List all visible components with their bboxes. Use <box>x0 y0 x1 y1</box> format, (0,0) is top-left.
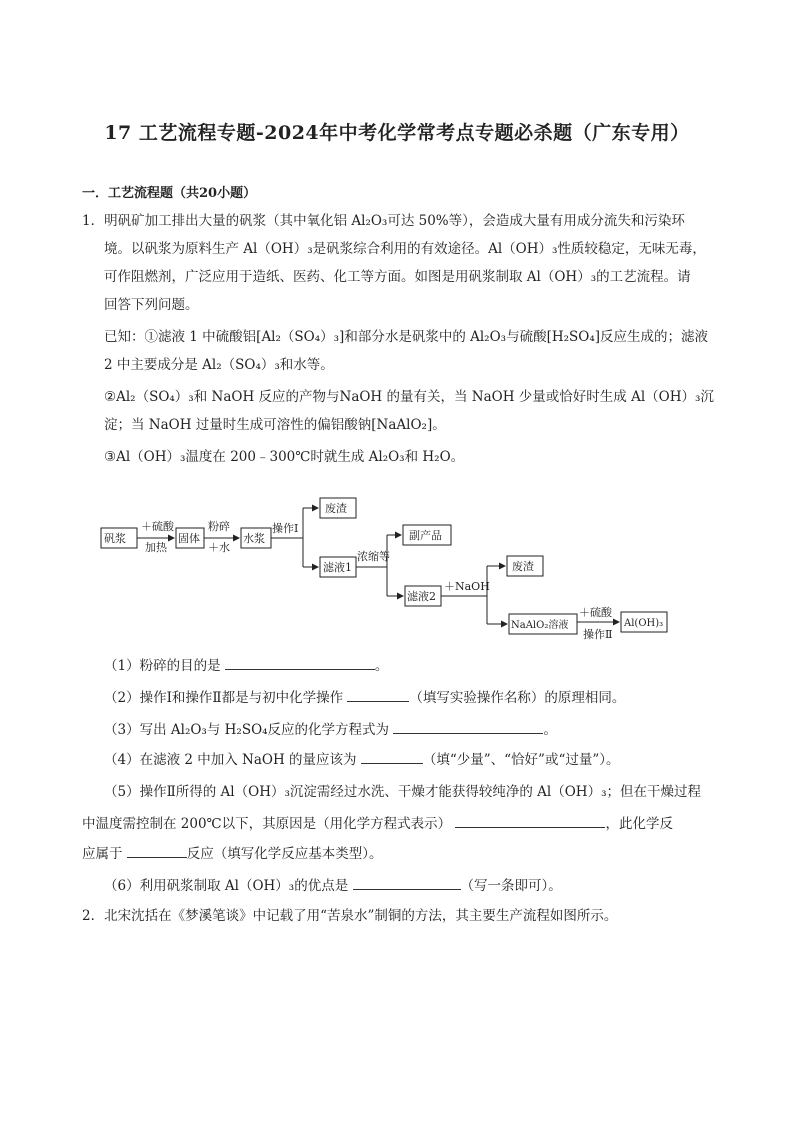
answer-blank-1[interactable] <box>225 655 375 670</box>
q1-line-3: 可作阻燃剂，广泛应用于造纸、医药、化工等方面。如图是用矾浆制取 Al（OH）₃的工艺流程。请 <box>104 269 691 285</box>
process-flow-diagram <box>95 490 675 645</box>
q1-line-2: 境。以矾浆为原料生产 Al（OH）₃是矾浆综合利用的有效途径。Al（OH）₃性质较稳定，无味无毒， <box>104 241 706 257</box>
answer-blank-5b[interactable] <box>127 843 187 858</box>
sub-question-5a <box>104 778 701 806</box>
sq4-text: （4）在滤液 2 中加入 NaOH 的量应该为 <box>104 752 361 768</box>
label-fuchanpin: 副产品 <box>409 529 442 542</box>
known-1b: 2 中主要成分是 Al₂（SO₄）₃和水等。 <box>104 357 334 373</box>
label-add-naoh: ＋NaOH <box>444 580 490 593</box>
known-2a: ②Al₂（SO₄）₃和 NaOH 反应的产物与NaOH 的量有关，当 NaOH 少量或恰好时生成 Al（OH）₃沉 <box>104 389 714 405</box>
answer-blank-6[interactable] <box>353 875 461 890</box>
label-fanjiang: 矾浆 <box>104 532 126 545</box>
sq5a-text: （5）操作Ⅱ所得的 Al（OH）₃沉淀需经过水洗、干燥才能获得较纯净的 Al（OH）₃；但在干燥过程 <box>104 784 701 800</box>
label-lvye-2: 滤液2 <box>407 590 436 603</box>
label-add-h2so4-2: ＋硫酸 <box>579 606 612 619</box>
label-aloh3: Al(OH)₃ <box>624 618 664 629</box>
sub-question-4 <box>104 746 620 774</box>
label-op1: 操作Ⅰ <box>272 522 299 535</box>
sq5c-end: 反应（填写化学反应基本类型）。 <box>186 846 383 862</box>
sq4-end: （填“少量”、“恰好”或“过量”）。 <box>422 752 620 768</box>
label-nongsuo: 浓缩等 <box>357 550 390 563</box>
q1-line-1: 1．明矾矿加工排出大量的矾浆（其中氧化铝 Al₂O₃可达 50%等），会造成大量有用成分流失和污染环 <box>82 213 685 229</box>
answer-blank-3[interactable] <box>393 719 543 734</box>
sub-question-2 <box>104 684 625 712</box>
label-op2: 操作Ⅱ <box>583 628 613 641</box>
question-1-text <box>82 207 722 471</box>
answer-blank-5a[interactable] <box>455 813 605 828</box>
known-2b: 淀；当 NaOH 过量时生成可溶性的偏铝酸钠[NaAlO₂]。 <box>104 417 446 433</box>
sub-question-5b <box>82 810 673 838</box>
label-shuijiang: 水浆 <box>243 532 265 545</box>
sq6-text: （6）利用矾浆制取 Al（OH）₃的优点是 <box>104 878 353 894</box>
label-heat: 加热 <box>145 541 167 554</box>
sq5b-end: ，此化学反 <box>605 816 673 832</box>
known-3: ③Al（OH）₃温度在 200﹣300℃时就生成 Al₂O₃和 H₂O。 <box>104 449 465 465</box>
label-add-water: ＋水 <box>208 541 230 554</box>
label-lvye-1: 滤液1 <box>323 561 352 574</box>
sub-question-6 <box>104 872 562 900</box>
sq2-text: （2）操作Ⅰ和操作Ⅱ都是与初中化学操作 <box>104 690 348 706</box>
label-feizha-1: 废渣 <box>325 502 347 515</box>
sq6-end: （写一条即可）。 <box>460 878 562 894</box>
sq5b-text: 中温度需控制在 200℃以下，其原因是（用化学方程式表示） <box>82 816 456 832</box>
question-2-text: 2．北宋沈括在《梦溪笔谈》中记载了用“苦泉水”制铜的方法，其主要生产流程如图所示。 <box>82 908 618 924</box>
sq3-text: （3）写出 Al₂O₃与 H₂SO₄反应的化学方程式为 <box>104 722 394 738</box>
sub-question-1 <box>104 652 388 680</box>
label-add-h2so4: ＋硫酸 <box>141 520 174 533</box>
sub-question-5c <box>82 840 383 868</box>
page-title: 17 工艺流程专题-2024年中考化学常考点专题必杀题（广东专用） <box>104 122 690 144</box>
label-feizha-2: 废渣 <box>512 560 534 573</box>
known-1a: 已知：①滤液 1 中硫酸铝[Al₂（SO₄）₃]和部分水是矾浆中的 Al₂O₃与硫酸[H₂SO₄]反应生成的；滤液 <box>104 329 709 345</box>
label-naalo2: NaAlO₂溶液 <box>511 620 569 631</box>
sq2-end: （填写实验操作名称）的原理相同。 <box>409 690 626 706</box>
section-heading: 一．工艺流程题（共20小题） <box>82 186 257 201</box>
sub-question-3 <box>104 716 557 744</box>
label-guti: 固体 <box>178 532 200 545</box>
q1-line-4: 回答下列问题。 <box>104 297 199 313</box>
sq3-end: 。 <box>543 722 557 738</box>
answer-blank-2[interactable] <box>347 687 409 702</box>
sq1-end: 。 <box>374 658 389 674</box>
sq5c-text: 应属于 <box>82 846 127 862</box>
sq1-text: （1）粉碎的目的是 <box>104 658 225 674</box>
label-fensui: 粉碎 <box>208 520 230 533</box>
answer-blank-4[interactable] <box>361 749 423 764</box>
